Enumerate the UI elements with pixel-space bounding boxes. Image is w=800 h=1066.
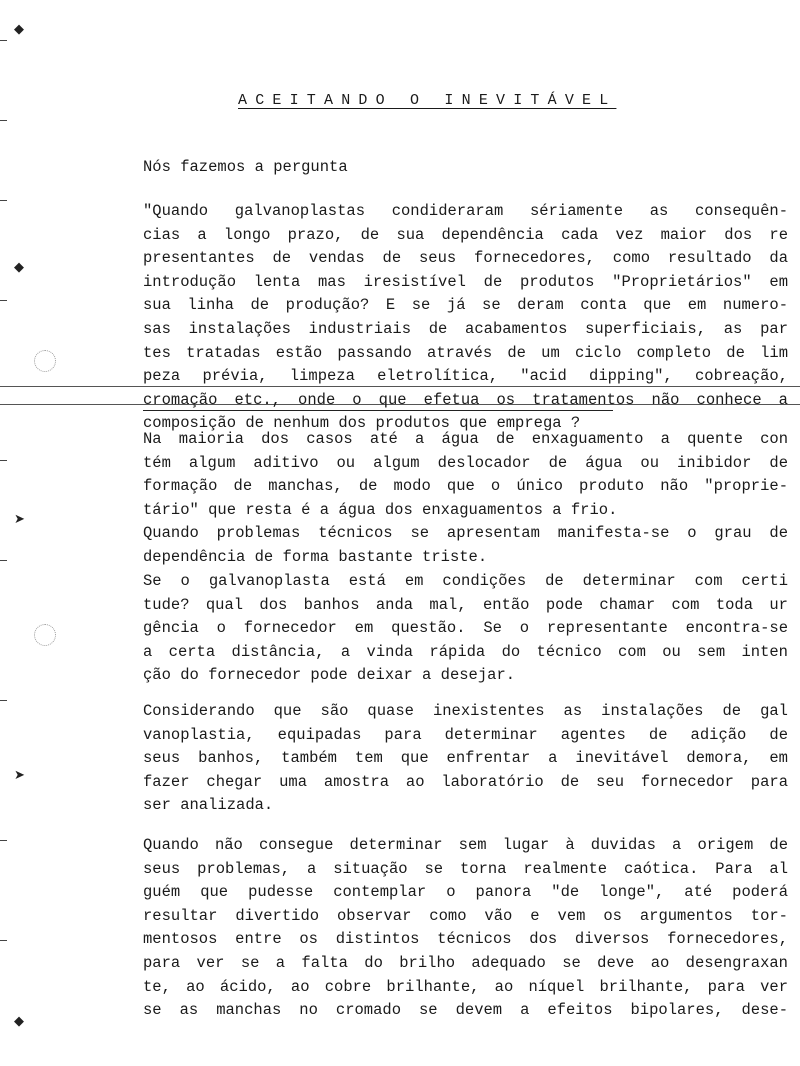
text-line: a certa distância, a vinda rápida do técnico com ou sem inten — [143, 642, 788, 661]
text-line: Considerando que são quase inexistentes as instalações de gal — [143, 702, 788, 720]
text-line: presentantes de vendas de seus fornecedores, como resultado da — [143, 249, 788, 268]
paragraph-5 — [143, 700, 788, 818]
text-line: fazer chegar uma amostra ao laboratório de seu fornecedor para — [143, 772, 788, 791]
punch-hole — [34, 350, 56, 372]
margin-tick — [0, 300, 7, 301]
text-line: seus banhos, também tem que enfrentar a inevitável demora, em — [143, 749, 788, 768]
text-line: guém que pudesse contemplar o panora "de longe", até poderá — [143, 883, 788, 902]
text-line: ção do fornecedor pode deixar a desejar. — [143, 666, 516, 685]
paragraph-4 — [143, 570, 788, 688]
text-line: peza prévia, limpeza eletrolítica, "acid dipping", cobreação, — [143, 367, 788, 386]
margin-tick — [0, 200, 7, 201]
margin-tick — [0, 560, 7, 561]
document-title: ACEITANDO O INEVITÁVEL — [238, 92, 617, 109]
intro-line: Nós fazemos a pergunta — [143, 158, 348, 176]
text-line: tém algum aditivo ou algum deslocador de água ou inibidor de — [143, 453, 788, 472]
text-line: para ver se a falta do brilho adequado se deve ao desengraxan — [143, 953, 788, 972]
text-line: tário" que resta é a água dos enxaguamentos a frio. — [143, 500, 618, 519]
text-line: te, ao ácido, ao cobre brilhante, ao níquel brilhante, para ver — [143, 977, 788, 996]
margin-mark: ➤ — [14, 768, 25, 783]
text-line: formação de manchas, de modo que o único produto não "proprie- — [143, 477, 788, 496]
text-line: dependência de forma bastante triste. — [143, 547, 488, 566]
text-line: tude? qual dos banhos anda mal, então pode chamar com toda ur — [143, 595, 788, 614]
margin-tick — [0, 40, 7, 41]
text-line: gência o fornecedor em questão. Se o representante encontra-se — [143, 619, 788, 638]
margin-tick — [0, 940, 7, 941]
paragraph-1 — [143, 200, 788, 436]
text-line: Na maioria dos casos até a água de enxaguamento a quente con — [143, 430, 788, 448]
paragraph-2 — [143, 428, 788, 522]
text-line: cromação etc., onde o que efetua os tratamentos não conhece a — [143, 390, 788, 409]
text-line: cias a longo prazo, de sua dependência cada vez maior dos re — [143, 225, 788, 244]
text-line: tes tratadas estão passando através de um ciclo completo de lim — [143, 343, 788, 362]
text-line: introdução lenta mas iresistível de produtos "Proprietários" em — [143, 272, 788, 291]
text-line: se as manchas no cromado se devem a efeitos bipolares, dese- — [143, 1001, 788, 1020]
text-line: ser analizada. — [143, 796, 274, 815]
text-line: Quando problemas técnicos se apresentam manifesta-se o grau de — [143, 524, 788, 542]
paragraph-6 — [143, 834, 788, 1023]
margin-mark: ◆ — [14, 260, 24, 275]
text-line: "Quando galvanoplastas condideraram sériamente as consequên- — [143, 202, 788, 220]
margin-tick — [0, 460, 7, 461]
text-line: Quando não consegue determinar sem lugar à duvidas a origem de — [143, 836, 788, 854]
margin-tick — [0, 840, 7, 841]
text-line: mentosos entre os distintos técnicos dos diversos fornecedores, — [143, 930, 788, 949]
text-line: seus problemas, a situação se torna realmente caótica. Para al — [143, 859, 788, 878]
text-line: composição de nenhum dos produtos que emprega ? — [143, 414, 581, 433]
text-line: sas instalações industriais de acabamentos superficiais, as par — [143, 319, 788, 338]
text-line: resultar divertido observar como vão e vem os argumentos tor- — [143, 906, 788, 925]
text-line: sua linha de produção? E se já se deram conta que em numero- — [143, 296, 788, 315]
margin-mark: ◆ — [14, 22, 24, 37]
margin-mark: ◆ — [14, 1014, 24, 1029]
punch-hole — [34, 624, 56, 646]
text-line: Se o galvanoplasta está em condições de determinar com certi — [143, 572, 788, 590]
paragraph-3 — [143, 522, 788, 569]
margin-tick — [0, 700, 7, 701]
margin-tick — [0, 120, 7, 121]
text-line: vanoplastia, equipadas para determinar agentes de adição de — [143, 725, 788, 744]
strikethrough-line — [143, 410, 613, 411]
margin-mark: ➤ — [14, 512, 25, 527]
